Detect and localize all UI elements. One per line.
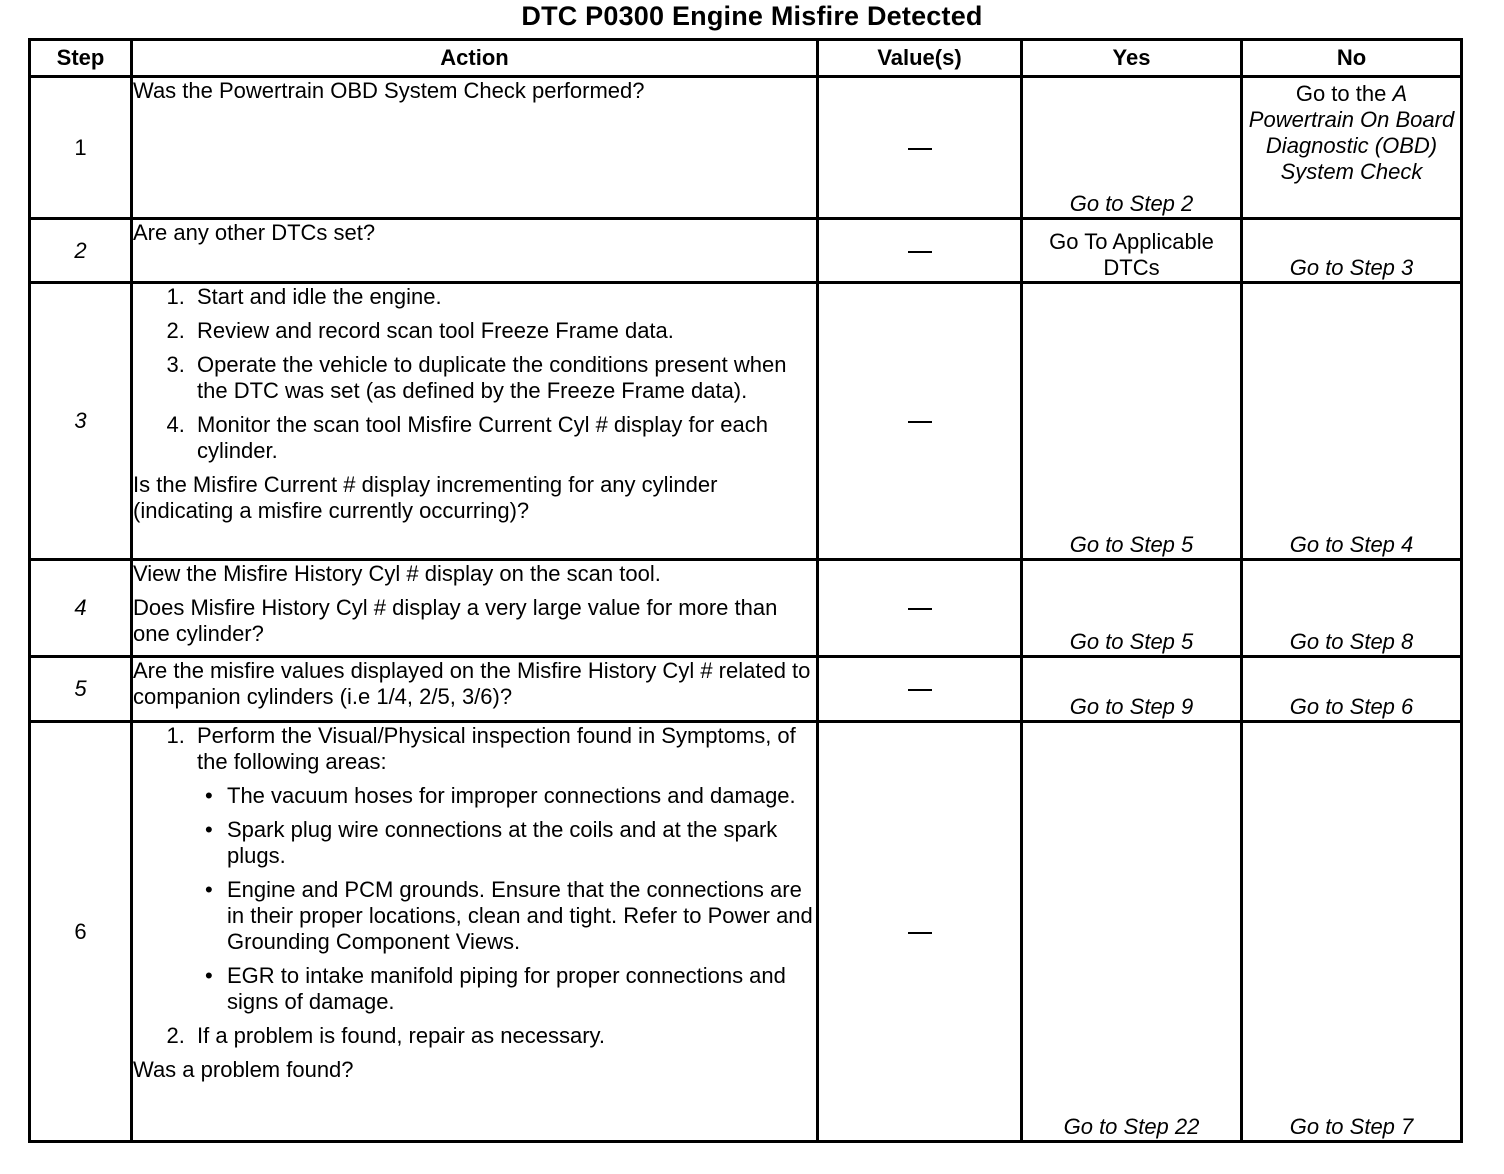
yes-cell: [1022, 219, 1242, 283]
substep-list: [133, 284, 816, 464]
value-cell: [818, 219, 1022, 283]
inspection-item: • Spark plug wire connections at the coils and at the spark plugs.: [227, 817, 816, 869]
action-cell: [132, 219, 818, 283]
substep-item: 3. Operate the vehicle to duplicate the conditions present when the DTC was set (as defined by the Freeze Frame data).: [191, 352, 816, 404]
no-cell: Go to Step 4: [1242, 283, 1462, 560]
table-row: [30, 657, 1462, 722]
inspection-item: • The vacuum hoses for improper connections and damage.: [227, 783, 816, 809]
action-cell: [132, 560, 818, 657]
step-number: 6: [30, 722, 132, 1142]
value-cell: [818, 77, 1022, 219]
inspection-list: [197, 783, 816, 1015]
substep-item: [191, 723, 816, 1015]
no-prefix: Go to the: [1295, 81, 1387, 106]
action-text: Are any other DTCs set?: [133, 220, 376, 245]
inspection-item: • EGR to intake manifold piping for proper connections and signs of damage.: [227, 963, 816, 1015]
value-cell: [818, 283, 1022, 560]
page-title: DTC P0300 Engine Misfire Detected: [521, 1, 983, 31]
yes-cell: Go to Step 9: [1022, 657, 1242, 722]
value-dash: [908, 932, 932, 934]
no-cell: Go to Step 7: [1242, 722, 1462, 1142]
action-cell: [132, 77, 818, 219]
inspection-item: • Engine and PCM grounds. Ensure that the connections are in their proper locations, clean and tight. Refer to Power and Grounding Component Views.: [227, 877, 816, 955]
no-cell: Go to Step 6: [1242, 657, 1462, 722]
no-cell: Go to Step 3: [1242, 219, 1462, 283]
step-number: 5: [30, 657, 132, 722]
no-cell: [1242, 77, 1462, 219]
no-link-text: A Powertrain On Board Diagnostic (OBD) System Check: [1248, 81, 1455, 184]
table-row: [30, 77, 1462, 219]
header-no: No: [1242, 40, 1462, 77]
action-text: Was the Powertrain OBD System Check performed?: [133, 78, 645, 103]
value-cell: [818, 560, 1022, 657]
step-number: 2: [30, 219, 132, 283]
value-cell: [818, 657, 1022, 722]
substep-item: 1. Start and idle the engine.: [191, 284, 816, 310]
value-cell: [818, 722, 1022, 1142]
substep-list: [133, 723, 816, 1049]
action-cell: [132, 283, 818, 560]
yes-text: Go To Applicable DTCs: [1049, 229, 1214, 280]
step-number: 4: [30, 560, 132, 657]
value-dash: [908, 251, 932, 253]
step-number: 3: [30, 283, 132, 560]
substep-text: Perform the Visual/Physical inspection found in Symptoms, of the following areas:: [197, 723, 796, 774]
action-cell: [132, 722, 818, 1142]
question-text: Was a problem found?: [133, 1057, 354, 1082]
header-step: Step: [30, 40, 132, 77]
value-dash: [908, 608, 932, 610]
table-row: [30, 283, 1462, 560]
yes-cell: Go to Step 5: [1022, 283, 1242, 560]
yes-cell: Go to Step 22: [1022, 722, 1242, 1142]
diagnostic-table: [28, 38, 1463, 1143]
value-dash: [908, 689, 932, 691]
table-row: [30, 722, 1462, 1142]
substep-item: 2. If a problem is found, repair as necessary.: [191, 1023, 816, 1049]
action-text: View the Misfire History Cyl # display on the scan tool.: [133, 561, 661, 586]
header-values: Value(s): [818, 40, 1022, 77]
action-cell: [132, 657, 818, 722]
value-dash: [908, 421, 932, 423]
yes-cell: Go to Step 2: [1022, 77, 1242, 219]
action-text: Are the misfire values displayed on the Misfire History Cyl # related to companion cylinders (i.e 1/4, 2/5, 3/6)?: [133, 658, 811, 709]
yes-cell: Go to Step 5: [1022, 560, 1242, 657]
table-row: [30, 560, 1462, 657]
header-action: Action: [132, 40, 818, 77]
substep-item: 2. Review and record scan tool Freeze Frame data.: [191, 318, 816, 344]
table-header-row: [30, 40, 1462, 77]
value-dash: [908, 148, 932, 150]
step-number: 1: [30, 77, 132, 219]
header-yes: Yes: [1022, 40, 1242, 77]
substep-item: 4. Monitor the scan tool Misfire Current Cyl # display for each cylinder.: [191, 412, 816, 464]
question-text: Is the Misfire Current # display incrementing for any cylinder (indicating a misfire currently occurring)?: [133, 472, 718, 523]
question-text: Does Misfire History Cyl # display a very large value for more than one cylinder?: [133, 595, 778, 646]
table-row: [30, 219, 1462, 283]
no-cell: Go to Step 8: [1242, 560, 1462, 657]
